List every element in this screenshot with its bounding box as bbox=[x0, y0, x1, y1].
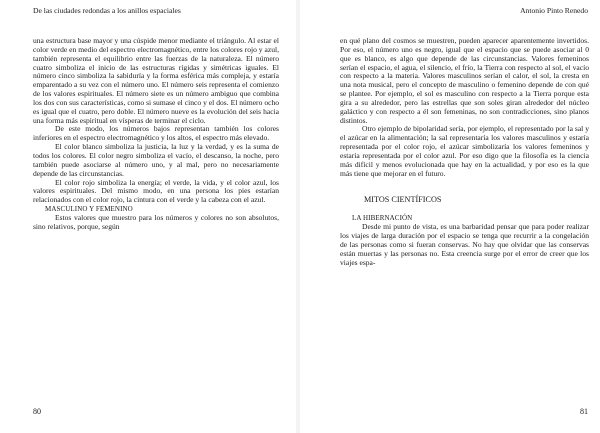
subheading-hibernacion: LA HIBERNACIÓN bbox=[352, 214, 413, 223]
paragraph: una estructura base mayor y una cúspide menor mediante el triángulo. Al estar el color verde en medio del espectro electromagnético, entre los colores rojo y azul, también representa el equilibrio entre las fuerzas de la naturaleza. El número cuatro simboliza el inicio de las estructuras rígidas y simétricas iguales. El número cinco simboliza la sabiduría y la forma esférica más compleja, y estaría emparentado a su vez con el número uno. El número seis representa el comienzo de los valores espirituales. El número siete es un número ambiguo que combina los dos con sus características, como si sumase el cinco y el dos. El número ocho es igual que el cuatro, pero doble. El número nueve es la evolución del seis hacia una forma más espiritual en vísperas de terminar el ciclo. bbox=[33, 36, 279, 125]
page-number-left: 80 bbox=[33, 407, 41, 416]
subheading-masculino-femenino: MASCULINO Y FEMENINO bbox=[45, 205, 133, 214]
right-page-body bbox=[340, 37, 589, 267]
running-head-left: De las ciudades redondas a los anillos espaciales bbox=[33, 6, 181, 15]
paragraph: en qué plano del cosmos se muestren, pueden aparecer aparentemente invertidos. Por eso, el número uno es negro, igual que el espacio que se puede asociar al 0 que es blanco, es algo que depende de las circunstancias. Valores femeninos serían el espacio, el agua, el silencio, el frío, la Tierra con respecto al sol, el vacío con respecto a la materia. Valores masculinos serían el calor, el sol, la cresta en una nota musical, pero el concepto de masculino o femenino depende de con qué se plantee. Por ejemplo, el sol es masculino con respecto a la Tierra porque esta gira a su alrededor, pero las estrellas que son soles giran alrededor del núcleo galáctico y con respecto a él son femeninas, no son contradicciones, sino planos distintos. bbox=[340, 36, 589, 125]
paragraph: De este modo, los números bajos representan también los colores inferiores en el espectro electromagnético y los altos, el espectro más elevado. bbox=[33, 124, 279, 143]
running-head-right: Antonio Pinto Renedo bbox=[520, 6, 588, 15]
paragraph: Otro ejemplo de bipolaridad sería, por ejemplo, el representado por la sal y el azúcar en la alimentación; la sal representaría los valores masculinos y estaría representada por el color rojo, el azúcar simbolizaría los valores femeninos y estaría representada por el color azul. Por eso digo que la filosofía es la ciencia más difícil y menos evolucionada que hay en la actualidad, y por eso es la que más tiene que mejorar en el futuro. bbox=[340, 124, 589, 178]
paragraph: El color blanco simboliza la justicia, la luz y la verdad, y es la suma de todos los colores. El color negro simboliza el vacío, el descanso, la noche, pero también puede asociarse al número uno, y al mal, pero no necesariamente depende de las circunstancias. bbox=[33, 142, 279, 178]
left-page-body bbox=[33, 37, 279, 232]
page-number-right: 81 bbox=[580, 407, 588, 416]
left-page bbox=[0, 0, 296, 433]
paragraph: El color rojo simboliza la energía; el verde, la vida, y el color azul, los valores espirituales. Del mismo modo, en una persona los pies estarían relacionados con el color rojo, la cintura con el verde y la cabeza con el azul. bbox=[33, 177, 279, 205]
right-page bbox=[300, 0, 600, 433]
paragraph: Estos valores que muestro para los números y colores no son absolutos, sino relativos, porque, según bbox=[33, 212, 279, 231]
paragraph: Desde mi punto de vista, es una barbaridad pensar que para poder realizar los viajes de larga duración por el espacio se tenga que recurrir a la congelación de las personas como si fueran conservas. No hay que olvidar que las conservas están muertas y las personas no. Esta creencia surge por el error de creer que los viajes espa- bbox=[340, 222, 589, 267]
section-heading-mitos-cientificos: MITOS CIENTÍFICOS bbox=[364, 194, 442, 204]
